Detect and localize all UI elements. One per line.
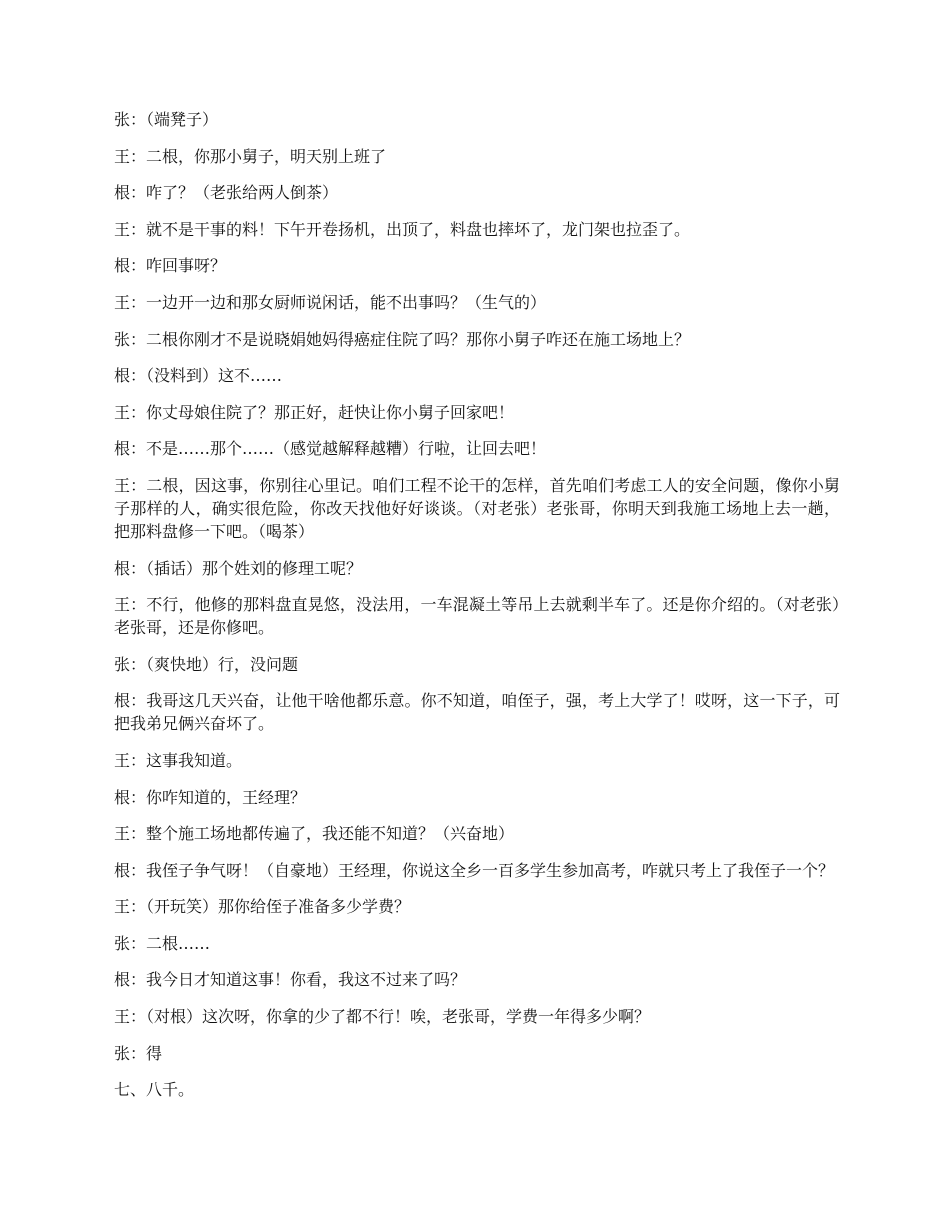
- dialogue-line-21: 张：二根……: [114, 933, 211, 953]
- dialogue-line-11: 王：二根，因这事，你别往心里记。咱们工程不论干的怎样，首先咱们考虑工人的安全问题，像你小舅子那样的人，确实很危险，你改天找他好好谈谈。（对老张）老张哥，你明天到我施工场地上去一趟，把那料盘修一下吧。（喝茶）: [114, 475, 840, 541]
- dialogue-line-8: 根：（没料到）这不……: [114, 366, 283, 386]
- dialogue-line-10: 根：不是……那个……（感觉越解释越糟）行啦，让回去吧！: [114, 439, 547, 459]
- dialogue-line-9: 王：你丈母娘住院了？那正好，赶快让你小舅子回家吧！: [114, 402, 515, 422]
- dialogue-line-7: 张：二根你刚才不是说晓娟她妈得癌症住院了吗？那你小舅子咋还在施工场地上？: [114, 329, 691, 349]
- dialogue-line-2: 王：二根，你那小舅子，明天别上班了: [114, 146, 387, 166]
- dialogue-line-24: 张：得: [114, 1043, 163, 1063]
- dialogue-line-1: 张：（端凳子）: [114, 110, 219, 129]
- dialogue-line-25: 七、八千。: [114, 1080, 195, 1100]
- document-body: [114, 108, 840, 1115]
- dialogue-line-23: 王：（对根）这次呀，你拿的少了都不行！唉，老张哥，学费一年得多少啊？: [114, 1007, 651, 1027]
- dialogue-line-5: 根：咋回事呀？: [114, 256, 227, 276]
- dialogue-line-12: 根：（插话）那个姓刘的修理工呢？: [114, 558, 363, 578]
- dialogue-line-13: 王：不行，他修的那料盘直晃悠，没法用，一车混凝土等吊上去就剩半车了。还是你介绍的。（对老张）老张哥，还是你修吧。: [114, 595, 840, 638]
- dialogue-line-19: 根：我侄子争气呀！（自豪地）王经理，你说这全乡一百多学生参加高考，咋就只考上了我侄子一个？: [114, 860, 835, 880]
- dialogue-line-4: 王：就不是干事的料！下午开卷扬机，出顶了，料盘也摔坏了，龙门架也拉歪了。: [114, 219, 691, 239]
- dialogue-line-15: 根：我哥这几天兴奋，让他干啥他都乐意。你不知道，咱侄子，强，考上大学了！哎呀，这一下子，可把我弟兄俩兴奋坏了。: [114, 691, 840, 734]
- dialogue-line-18: 王：整个施工场地都传遍了，我还能不知道？（兴奋地）: [114, 824, 515, 844]
- dialogue-line-6: 王：一边开一边和那女厨师说闲话，能不出事吗？（生气的）: [114, 292, 547, 312]
- dialogue-line-22: 根：我今日才知道这事！你看，我这不过来了吗？: [114, 970, 467, 990]
- dialogue-line-3: 根：咋了？（老张给两人倒茶）: [114, 183, 339, 203]
- dialogue-line-16: 王：这事我知道。: [114, 750, 243, 770]
- dialogue-line-17: 根：你咋知道的，王经理？: [114, 787, 307, 807]
- dialogue-line-14: 张：（爽快地）行，没问题: [114, 654, 299, 674]
- dialogue-line-20: 王：（开玩笑）那你给侄子准备多少学费？: [114, 897, 411, 917]
